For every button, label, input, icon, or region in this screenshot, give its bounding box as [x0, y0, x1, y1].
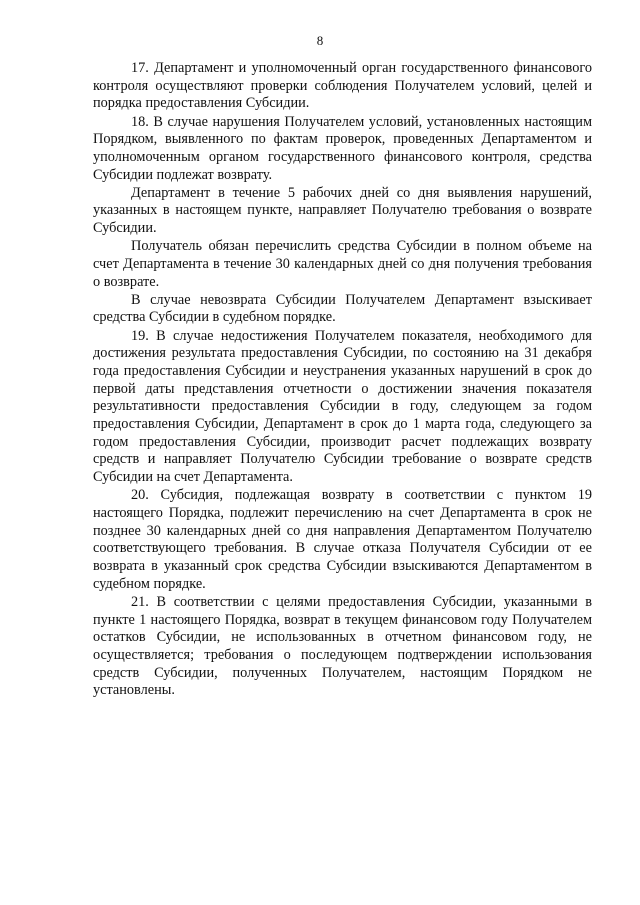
paragraph-19: 19. В случае недостижения Получателем показателя, необходимого для достижения результата предоставления Субсидии, по состоянию на 31 декабря года предоставления Субсидии и неустранения указанных нарушений в срок до первой даты представления отчетности о достижении значения показателя результативности предоставления Субсидии в году, следующем за годом предоставления Субсидии, Департамент в срок до 1 марта года, следующего за годом предоставления Субсидии, производит расчет подлежащих возврату средств и направляет Получателю Субсидии требование о возврате средств Субсидии на счет Департамента.: [93, 327, 592, 486]
paragraph-18-enforcement: В случае невозврата Субсидии Получателем Департамент взыскивает средства Субсидии в судебном порядке.: [93, 291, 592, 326]
paragraph-18-obligation: Получатель обязан перечислить средства Субсидии в полном объеме на счет Департамента в течение 30 календарных дней со дня получения требования о возврате.: [93, 238, 592, 290]
paragraph-20: 20. Субсидия, подлежащая возврату в соответствии с пунктом 19 настоящего Порядка, подлежит перечислению на счет Департамента в срок не позднее 30 календарных дней со дня направления Департаментом Получателю соответствующего требования. В случае отказа Получателя Субсидии от ее возврата в указанный срок средства Субсидии взыскиваются Департаментом в судебном порядке.: [93, 487, 592, 592]
paragraph-21: 21. В соответствии с целями предоставления Субсидии, указанными в пункте 1 настоящего Порядка, возврат в текущем финансовом году Получателем остатков Субсидии, не использованных в отчетном финансовом году, не осуществляется; требования о последующем подтверждении использования средств Субсидии, полученных Получателем, настоящим Порядком не установлены.: [93, 593, 592, 699]
document-body: [93, 60, 592, 700]
paragraph-17: 17. Департамент и уполномоченный орган государственного финансового контроля осуществляют проверки соблюдения Получателем условий, целей и порядка предоставления Субсидии.: [93, 60, 592, 112]
page-number: 8: [316, 33, 324, 48]
paragraph-18-notice: Департамент в течение 5 рабочих дней со дня выявления нарушений, указанных в настоящем пункте, направляет Получателю требования о возврате Субсидии.: [93, 184, 592, 237]
paragraph-18: 18. В случае нарушения Получателем условий, установленных настоящим Порядком, выявленного по фактам проверок, проведенных Департаментом и уполномоченным органом государственного финансового контроля, средства Субсидии подлежат возврату.: [93, 113, 592, 183]
